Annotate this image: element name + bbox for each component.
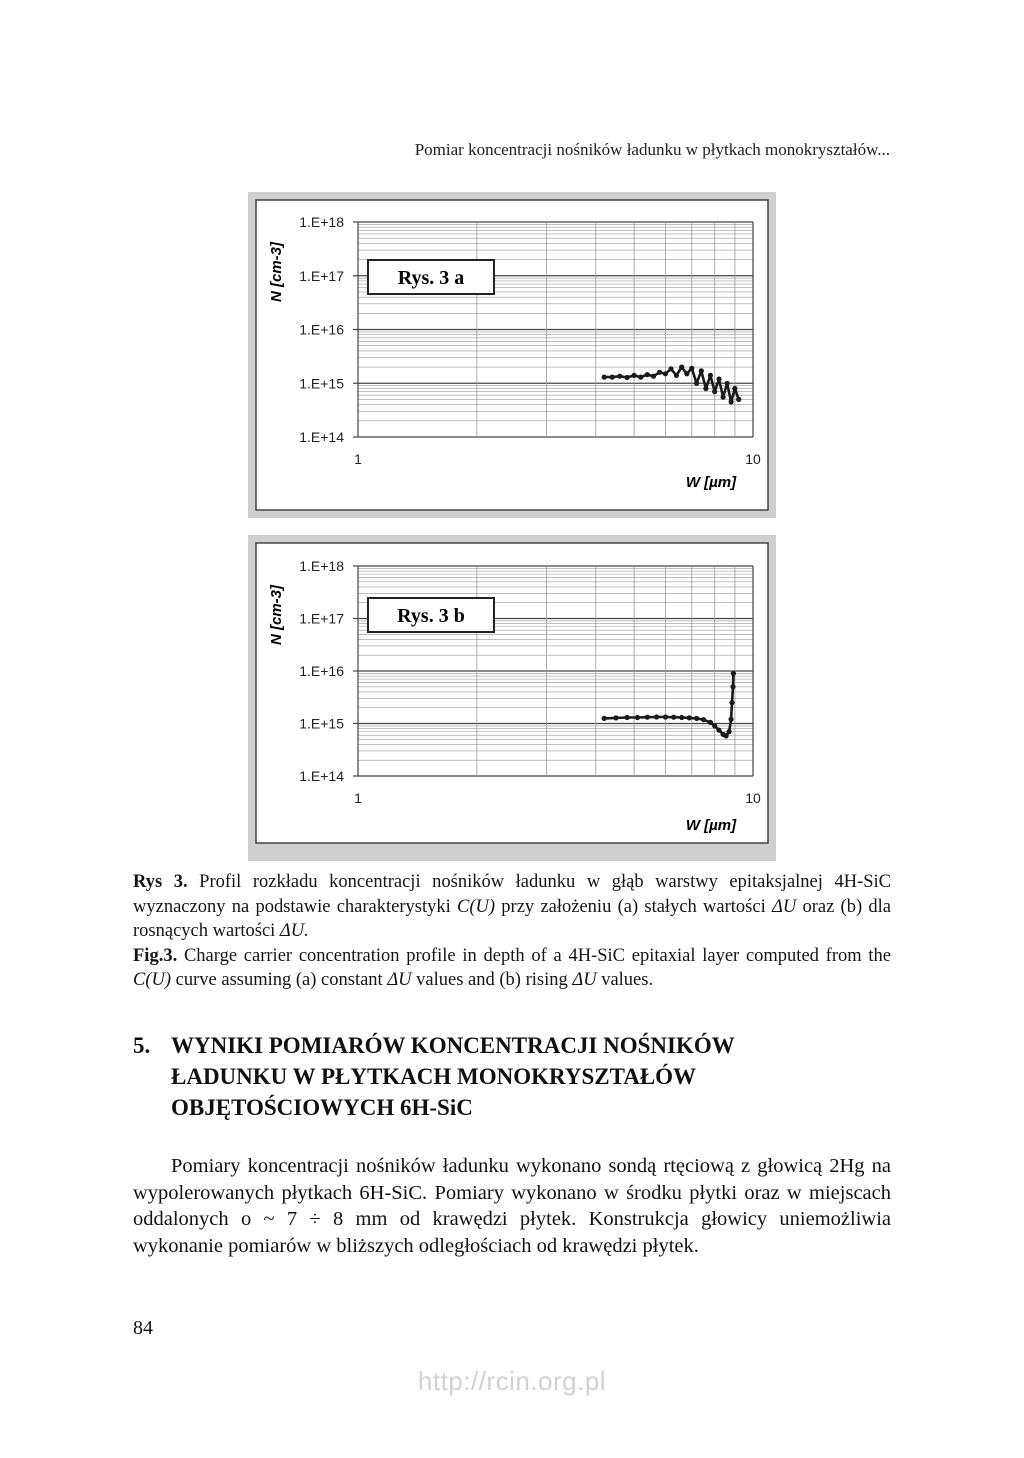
- data-point: [663, 714, 668, 719]
- y-tick-label: 1.E+15: [299, 715, 344, 732]
- section-title-line: OBJĘTOŚCIOWYCH 6H-SiC: [171, 1095, 473, 1120]
- data-point: [625, 715, 630, 720]
- section-title-line: ŁADUNKU W PŁYTKACH MONOKRYSZTAŁÓW: [171, 1064, 697, 1089]
- data-point: [712, 723, 717, 728]
- y-tick-label: 1.E+16: [299, 321, 344, 338]
- data-point: [651, 374, 656, 379]
- data-point: [708, 720, 713, 725]
- data-point: [602, 716, 607, 721]
- data-point: [679, 715, 684, 720]
- data-point: [617, 374, 622, 379]
- chart-3a: [248, 192, 776, 518]
- data-point: [635, 715, 640, 720]
- data-point: [731, 671, 736, 676]
- x-axis-label: W [µm]: [685, 474, 737, 491]
- y-axis-label: N [cm-3]: [268, 584, 285, 646]
- data-point: [657, 370, 662, 375]
- body-paragraph: Pomiary koncentracji nośników ładunku wykonano sondą rtęciową z głowicą 2Hg na wypolerowanych płytkach 6H-SiC. Pomiary wykonano w środku płytki oraz w miejscach oddalonych o ~ 7 ÷ 8 mm od krawędzi płytek. Konstrukcja głowicy uniemożliwia wykonanie pomiarów w bliższych odległościach od krawędzi płytek.: [133, 1155, 891, 1257]
- page-number: 84: [133, 1317, 153, 1339]
- data-point: [632, 373, 637, 378]
- figure-label: Rys. 3 b: [397, 605, 465, 627]
- caption-pl-label: Rys 3.: [133, 872, 188, 892]
- y-tick-label: 1.E+17: [299, 610, 344, 627]
- caption-en-cu: C(U): [133, 970, 172, 990]
- section-heading: [133, 1030, 853, 1123]
- caption-en-label: Fig.3.: [133, 945, 178, 966]
- figure-3b: [248, 535, 776, 861]
- x-tick-label: 10: [745, 451, 761, 467]
- figure-caption: [133, 870, 891, 993]
- data-point: [712, 389, 717, 394]
- section-number: 5.: [133, 1033, 151, 1058]
- data-point: [654, 714, 659, 719]
- figure-label: Rys. 3 a: [397, 267, 465, 289]
- data-point: [699, 368, 704, 373]
- data-point: [730, 684, 735, 689]
- x-tick-label: 1: [354, 790, 362, 806]
- caption-pl-text: przy założeniu (a) stałych wartości: [495, 896, 772, 917]
- caption-en-du: ΔU: [387, 970, 412, 990]
- caption-english: [133, 944, 891, 993]
- caption-polish: [133, 870, 891, 944]
- y-tick-label: 1.E+18: [299, 558, 344, 574]
- caption-en-text: curve assuming (a) constant: [171, 970, 388, 990]
- data-point: [684, 371, 689, 376]
- data-point: [671, 715, 676, 720]
- y-tick-label: 1.E+16: [299, 663, 344, 679]
- data-point: [613, 715, 618, 720]
- data-point: [729, 700, 734, 705]
- caption-en-du: ΔU: [572, 970, 597, 990]
- y-tick-label: 1.E+18: [299, 214, 344, 230]
- data-point: [610, 375, 615, 380]
- chart-plot-frame: [256, 200, 768, 510]
- caption-en-text: values and (b) rising: [411, 970, 573, 990]
- data-point: [694, 381, 699, 386]
- data-point: [663, 371, 668, 376]
- data-point: [701, 717, 706, 722]
- caption-pl-text: Profil rozkładu koncentracji nośników ładunku w głąb warstwy epitaksjalnej 4H-SiC wyznaczony na podstawie charakterystyki: [133, 872, 891, 917]
- figure-3a: [248, 192, 776, 518]
- y-tick-label: 1.E+14: [299, 768, 344, 784]
- watermark: http://rcin.org.pl: [417, 1366, 607, 1396]
- section-title-line: WYNIKI POMIARÓW KONCENTRACJI NOŚNIKÓW: [171, 1033, 735, 1058]
- data-point: [716, 728, 721, 733]
- data-point: [638, 375, 643, 380]
- y-axis-label: N [cm-3]: [268, 241, 285, 303]
- data-point: [729, 717, 734, 722]
- data-point: [687, 715, 692, 720]
- caption-pl-du: ΔU: [771, 896, 797, 917]
- data-point: [674, 373, 679, 378]
- data-point: [708, 373, 713, 378]
- data-point: [645, 715, 650, 720]
- y-tick-label: 1.E+15: [299, 375, 344, 392]
- caption-pl-text: oraz (b) dla rosnących wartości: [133, 896, 891, 941]
- chart-3b: [248, 535, 776, 861]
- caption-en-text: Charge carrier concentration profile in depth of a 4H-SiC epitaxial layer computed from the: [177, 945, 891, 966]
- data-point: [694, 716, 699, 721]
- data-point: [725, 381, 730, 386]
- data-point: [727, 729, 732, 734]
- running-title: Pomiar koncentracji nośników ładunku w płytkach monokryształów...: [414, 140, 890, 159]
- data-point: [645, 372, 650, 377]
- caption-pl-cu: C(U): [457, 896, 496, 917]
- data-point: [703, 386, 708, 391]
- data-point: [736, 397, 741, 402]
- chart-plot-frame: [256, 543, 768, 843]
- data-point: [679, 365, 684, 370]
- data-point: [689, 366, 694, 371]
- data-point: [668, 366, 673, 371]
- caption-pl-du: ΔU.: [279, 921, 309, 941]
- x-tick-label: 10: [745, 790, 761, 806]
- y-tick-label: 1.E+17: [299, 267, 344, 284]
- data-point: [721, 395, 726, 400]
- data-point: [724, 733, 729, 738]
- data-point: [716, 376, 721, 381]
- body-text: [133, 1153, 891, 1259]
- data-point: [732, 386, 737, 391]
- x-tick-label: 1: [354, 451, 362, 467]
- data-point: [729, 399, 734, 404]
- x-axis-label: W [µm]: [685, 817, 737, 834]
- y-tick-label: 1.E+14: [299, 429, 344, 445]
- caption-en-text: values.: [596, 970, 654, 990]
- data-point: [602, 375, 607, 380]
- data-point: [625, 375, 630, 380]
